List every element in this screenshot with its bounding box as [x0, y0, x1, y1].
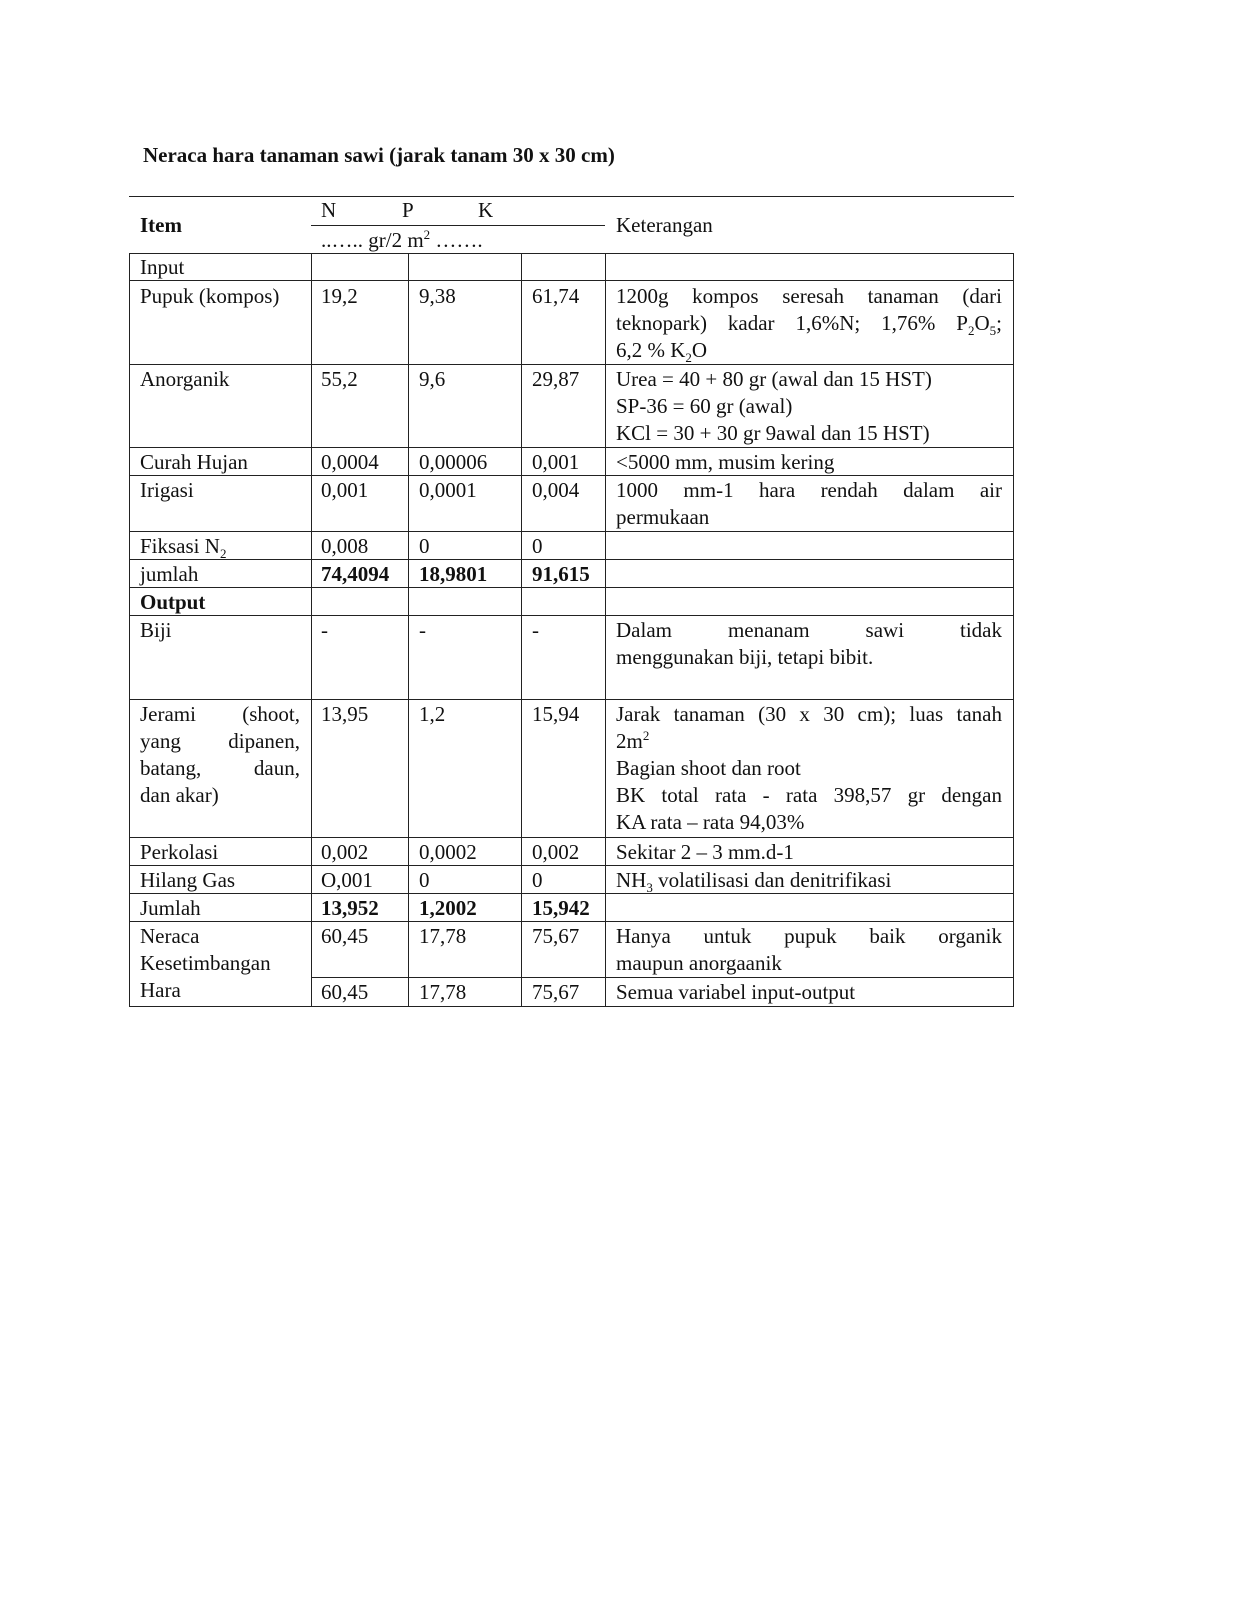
cell-p: 0,0001 [419, 478, 477, 502]
row-item: Irigasi [140, 478, 194, 502]
cell-p: 0,0002 [419, 840, 477, 864]
cell-k: 91,615 [532, 562, 590, 586]
cell-n: 74,4094 [321, 562, 390, 586]
cell-k: 75,67 [532, 980, 580, 1004]
header-p: P [402, 198, 414, 222]
col-rule [1013, 253, 1014, 1006]
cell-n: 19,2 [321, 284, 358, 308]
col-rule [521, 253, 522, 1006]
row-rule [129, 837, 1014, 838]
section-output-label: Output [140, 590, 206, 614]
row-item: Neraca Kesetimbangan Hara [140, 924, 271, 1002]
row-rule [129, 447, 1014, 448]
cell-p: 17,78 [419, 980, 467, 1004]
cell-p: - [419, 618, 426, 642]
cell-p: 9,6 [419, 367, 446, 391]
cell-keterangan: Sekitar 2 – 3 mm.d-1 [616, 840, 794, 864]
cell-k: 61,74 [532, 284, 580, 308]
cell-p: 0,00006 [419, 450, 488, 474]
row-rule [129, 280, 1014, 281]
row-rule [311, 977, 1014, 978]
cell-n: 0,0004 [321, 450, 379, 474]
header-n: N [321, 198, 337, 222]
cell-keterangan: Dalam menanam sawi tidak menggunakan biji, tetapi bibit. [616, 618, 1002, 669]
cell-k: 15,94 [532, 702, 580, 726]
cell-n: 55,2 [321, 367, 358, 391]
cell-p: 18,9801 [419, 562, 488, 586]
cell-keterangan: Semua variabel input-output [616, 980, 856, 1004]
cell-k: - [532, 618, 539, 642]
row-item: Perkolasi [140, 840, 219, 864]
cell-k: 75,67 [532, 924, 580, 948]
cell-p: 0 [419, 534, 430, 558]
row-item: Jerami (shoot, yang dipanen, batang, daun, dan akar) [140, 702, 300, 807]
cell-k: 15,942 [532, 896, 590, 920]
cell-keterangan: Jarak tanaman (30 x 30 cm); luas tanah $2m^2$ Bagian shoot dan root BK total rata - rata 398,57 gr dengan KA rata – rata 94,03% [616, 702, 1002, 834]
cell-n: 0,002 [321, 840, 369, 864]
col-rule [605, 253, 606, 1006]
cell-p: 9,38 [419, 284, 456, 308]
section-input-label: Input [140, 255, 185, 279]
header-bottom-rule [129, 253, 1014, 254]
cell-n: 60,45 [321, 924, 369, 948]
col-rule [408, 253, 409, 1006]
cell-n: 60,45 [321, 980, 369, 1004]
row-item: Anorganik [140, 367, 230, 391]
cell-n: 13,952 [321, 896, 379, 920]
row-item: Hilang Gas [140, 868, 236, 892]
page-title: Neraca hara tanaman sawi (jarak tanam 30 x 30 cm) [143, 143, 615, 167]
cell-keterangan: 1000 mm-1 hara rendah dalam air permukaan [616, 478, 1002, 529]
header-item: Item [140, 213, 182, 237]
row-rule [129, 531, 1014, 532]
cell-k: 0,004 [532, 478, 580, 502]
table-top-rule [129, 196, 1014, 197]
cell-p: 1,2002 [419, 896, 477, 920]
col-rule [311, 253, 312, 1006]
row-item: Curah Hujan [140, 450, 248, 474]
header-unit: ..….. gr/2 $m^2$ ……. [321, 227, 483, 252]
cell-k: 0,002 [532, 840, 580, 864]
cell-k: 0 [532, 868, 543, 892]
row-item: Pupuk (kompos) [140, 284, 280, 308]
cell-n: 0,001 [321, 478, 369, 502]
cell-n: - [321, 618, 328, 642]
row-rule [129, 364, 1014, 365]
cell-keterangan: Hanya untuk pupuk baik organik maupun anorgaanik [616, 924, 1002, 975]
cell-keterangan: <5000 mm, musim kering [616, 450, 835, 474]
row-rule [129, 615, 1014, 616]
header-keterangan: Keterangan [616, 213, 713, 237]
row-item: Fiksasi $N_2$ [140, 534, 227, 562]
cell-p: 1,2 [419, 702, 446, 726]
row-rule [129, 559, 1014, 560]
cell-n: O,001 [321, 868, 373, 892]
cell-keterangan: 1200g kompos seresah tanaman (dari teknopark) kadar 1,6%N; 1,76% $P_2O_5$; 6,2 % $K_2O$ [616, 284, 1002, 366]
cell-k: 29,87 [532, 367, 580, 391]
cell-k: 0,001 [532, 450, 580, 474]
col-rule [129, 253, 130, 1006]
cell-k: 0 [532, 534, 543, 558]
row-item: Jumlah [140, 896, 201, 920]
cell-n: 0,008 [321, 534, 369, 558]
cell-p: 17,78 [419, 924, 467, 948]
cell-keterangan: $NH_3$ volatilisasi dan denitrifikasi [616, 868, 892, 896]
header-mid-rule [311, 225, 605, 226]
row-rule [129, 699, 1014, 700]
cell-p: 0 [419, 868, 430, 892]
cell-keterangan: Urea = 40 + 80 gr (awal dan 15 HST) SP-36 = 60 gr (awal) KCl = 30 + 30 gr 9awal dan 15 HST) [616, 367, 932, 445]
table-bottom-rule [129, 1006, 1014, 1007]
row-item: Biji [140, 618, 172, 642]
cell-n: 13,95 [321, 702, 369, 726]
header-k: K [478, 198, 494, 222]
row-item: jumlah [140, 562, 199, 586]
